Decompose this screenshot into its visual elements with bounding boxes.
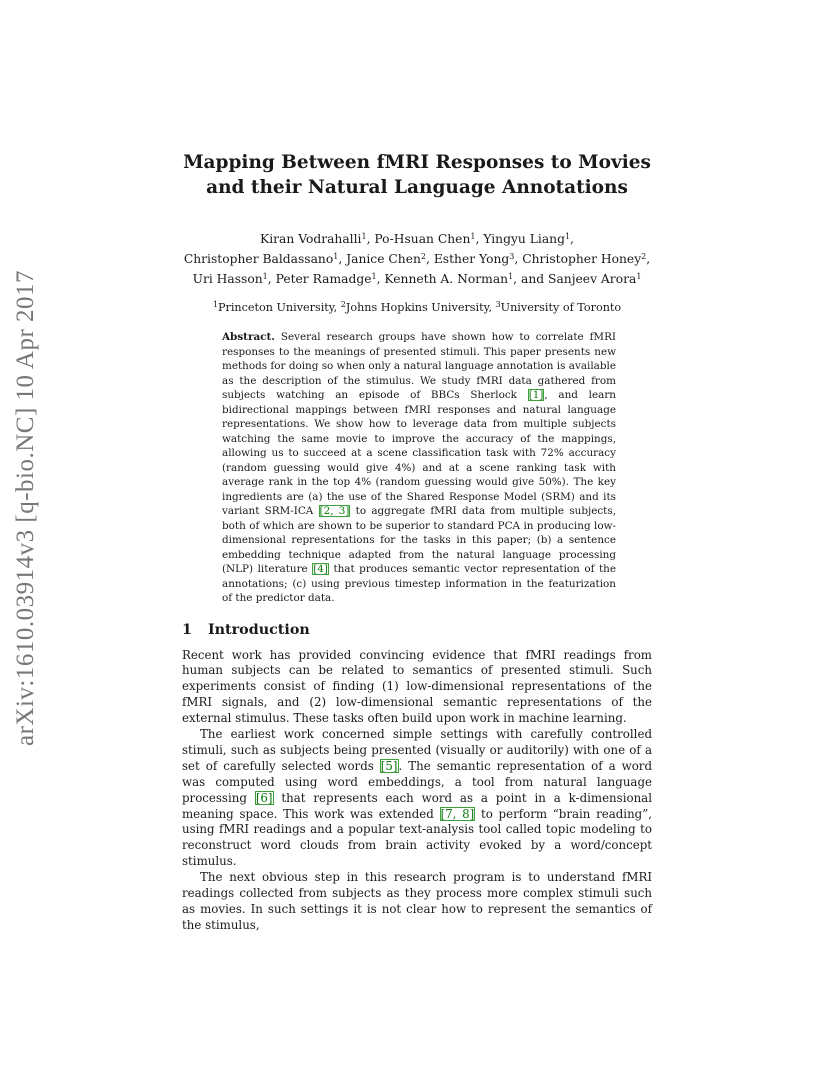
author: Uri Hasson$^1$ <box>192 272 268 286</box>
citation-link[interactable]: [4] <box>313 563 328 575</box>
author: Esther Yong$^3$ <box>433 252 515 266</box>
intro-paragraph-3: The next obvious step in this research program is to understand fMRI readings collected from subjects as they process more complex stimuli such as movies. In such settings it is not clear how to represent the semantics of the stimulus, <box>182 870 652 932</box>
author: Christopher Baldassano$^1$ <box>183 252 339 266</box>
title-line-2: and their Natural Language Annotations <box>206 177 628 198</box>
paper-title <box>182 150 652 200</box>
arxiv-identifier: arXiv:1610.03914v3 [q-bio.NC] 10 Apr 2017 <box>12 270 39 747</box>
abstract-label: Abstract. <box>222 331 275 343</box>
author-list: Kiran Vodrahalli$^1$, Po-Hsuan Chen$^1$, Yingyu Liang$^1$, Christopher Baldassano$^1$, Janice Chen$^2$, Esther Yong$^3$, Christopher Honey$^2$, Uri Hasson$^1$, Peter Ramadge$^1$, Kenneth A. Norman$^1$, and Sanjeev Arora$^1$ <box>183 232 651 286</box>
citation-link[interactable]: [5] <box>380 758 398 773</box>
author: Yingyu Liang$^1$ <box>483 232 571 246</box>
affiliations: $^1$Princeton University, $^2$Johns Hopkins University, $^3$University of Toronto <box>212 300 622 314</box>
citation-link[interactable]: [6] <box>255 790 273 805</box>
intro-paragraph-1: Recent work has provided convincing evidence that fMRI readings from human subjects can be related to semantics of presented stimuli. Such experiments consist of finding (1) low-dimensional representations of the fMRI signals, and (2) low-dimensional semantic representations of the external stimulus. These tasks often build upon work in machine learning. <box>182 647 652 726</box>
citation-link[interactable]: [7, 8] <box>440 806 475 821</box>
title-line-1: Mapping Between fMRI Responses to Movies <box>183 152 651 173</box>
abstract: Abstract. Several research groups have shown how to correlate fMRI responses to the meanings of presented stimuli. This paper presents new methods for doing so when only a natural language annotation is available as the description of the stimulus. We study fMRI data gathered from subjects watching an episode of BBCs Sherlock [1], and learn bidirectional mappings between fMRI responses and natural language representations. We show how to leverage data from multiple subjects watching the same movie to improve the accuracy of the mappings, allowing us to succeed at a scene classification task with 72% accuracy (random guessing would give 4%) and at a scene ranking task with average rank in the top 4% (random guessing would give 50%). The key ingredients are (a) the use of the Shared Response Model (SRM) and its variant SRM-ICA [2, 3] to aggregate fMRI data from multiple subjects, both of which are shown to be superior to standard PCA in producing low-dimensional representations for the tasks in this paper; (b) a sentence embedding technique adapted from the natural language processing (NLP) literature [4] that produces semantic vector representation of the annotations; (c) using previous timestep information in the featurization of the predictor data. <box>222 331 616 604</box>
citation-link[interactable]: [1] <box>528 389 544 401</box>
author: Kiran Vodrahalli$^1$ <box>260 232 367 246</box>
citation-link[interactable]: [2, 3] <box>319 505 350 517</box>
author: Po-Hsuan Chen$^1$ <box>374 232 476 246</box>
section-number: 1 <box>182 621 192 638</box>
author: Christopher Honey$^2$ <box>522 252 647 266</box>
author: Kenneth A. Norman$^1$ <box>384 272 514 286</box>
author: and Sanjeev Arora$^1$ <box>521 272 642 286</box>
section-title: Introduction <box>207 621 310 638</box>
paper-first-page <box>182 150 652 934</box>
intro-paragraph-2: The earliest work concerned simple settings with carefully controlled stimuli, such as subjects being presented (visually or auditorily) with one of a set of carefully selected words [5]. The semantic representation of a word was computed using word embeddings, a tool from natural language processing [6] that represents each word as a point in a k-dimensional meaning space. This work was extended [7, 8] to perform “brain reading”, using fMRI readings and a popular text-analysis tool called topic modeling to reconstruct word clouds from brain activity evoked by a word/concept stimulus. <box>182 727 653 869</box>
section-heading-introduction <box>182 622 652 638</box>
author: Janice Chen$^2$ <box>346 252 426 266</box>
author: Peter Ramadge$^1$ <box>275 272 377 286</box>
